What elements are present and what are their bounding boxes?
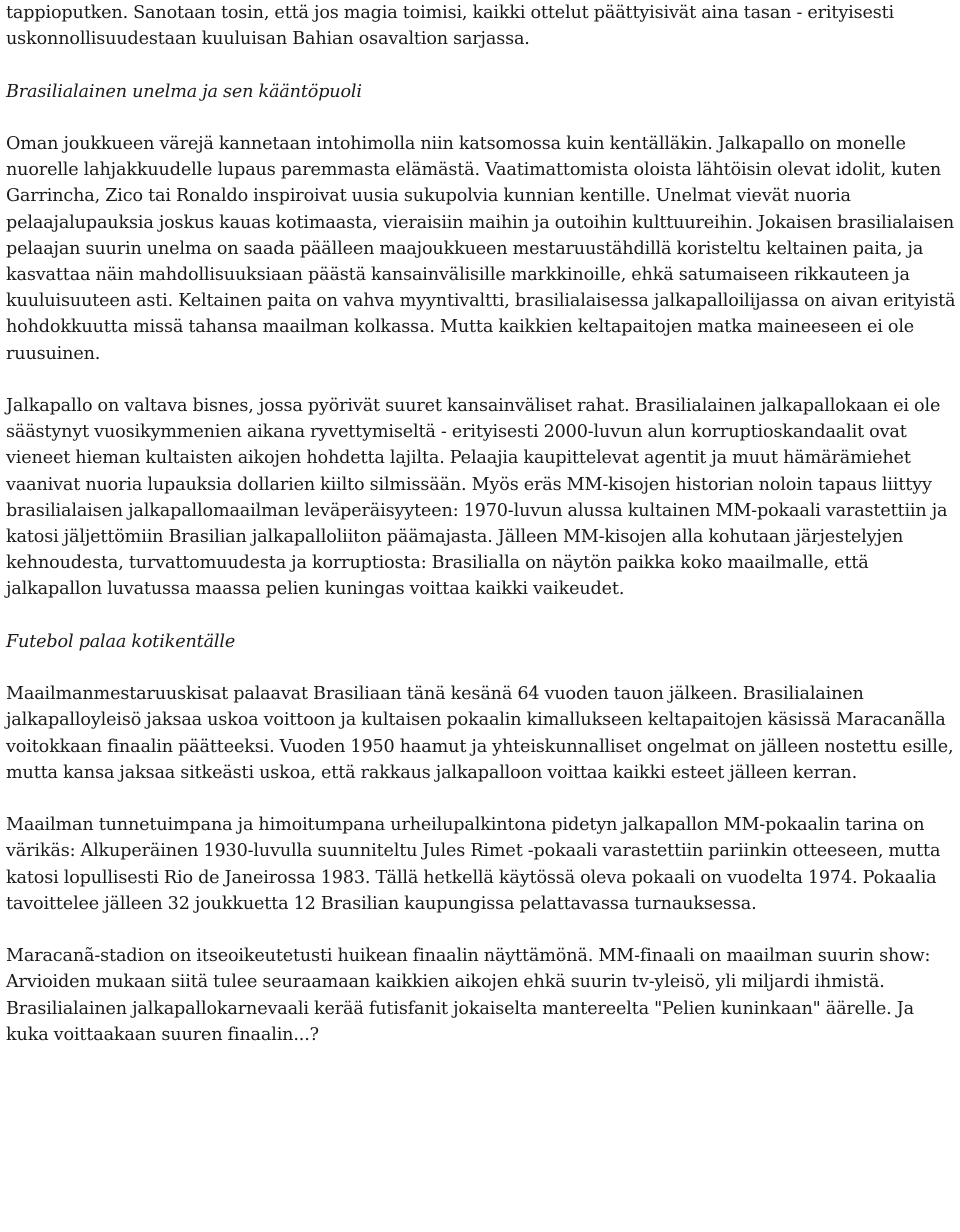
section-heading-dream: Brasilialainen unelma ja sen kääntöpuoli (6, 81, 362, 102)
paragraph-trophy: Maailman tunnetuimpana ja himoitumpana urheilupalkintona pidetyn jalkapallon MM-pokaalin tarina on värikäs: Alkuperäinen 1930-luvulla suunniteltu Jules Rimet -pokaali varastettiin pariinkin otteeseen, mutta katosi lopullisesti Rio de Janeirossa 1983. Tällä hetkellä käytössä oleva pokaali on vuodelta 1974. Pokaalia tavoittelee jälleen 32 joukkuetta 12 Brasilian kaupungissa pelattavassa turnauksessa. (6, 815, 941, 914)
paragraph-colors: Oman joukkueen värejä kannetaan intohimolla niin katsomossa kuin kentälläkin. Jalkapallo on monelle nuorelle lahjakkuudelle lupaus paremmasta elämästä. Vaatimattomista oloista lähtöisin olevat idolit, kuten Garrincha, Zico tai Ronaldo inspiroivat uusia sukupolvia kunnian kentille. Unelmat vievät nuoria pelaajalupauksia joskus kauas kotimaasta, vieraisiin maihin ja outoihin kulttuureihin. Jokaisen brasilialaisen pelaajan suurin unelma on saada päälleen maajoukkueen mestaruustähdillä koristeltu keltainen paita, ja kasvattaa näin mahdollisuuksiaan päästä kansainvälisille markkinoille, ehkä satumaiseen rikkauteen ja kuuluisuuteen asti. Keltainen paita on vahva myyntivaltti, brasilialaisessa jalkapalloilijassa on aivan erityistä hohdokkuutta missä tahansa maailman kolkassa. Mutta kaikkien keltapaitojen matka maineeseen ei ole ruusuinen. (6, 133, 956, 364)
paragraph-gap (6, 655, 956, 681)
paragraph-continued: tappioputken. Sanotaan tosin, että jos magia toimisi, kaikki ottelut päättyisivät aina tasan - erityisesti uskonnollisuudestaan kuuluisan Bahian osavaltion sarjassa. (6, 3, 895, 50)
paragraph-worldcup: Maailmanmestaruuskisat palaavat Brasiliaan tänä kesänä 64 vuoden tauon jälkeen. Brasilialainen jalkapalloyleisö jaksaa uskoa voittoon ja kultaisen pokaalin kimallukseen keltapaitojen käsissä Maracanãlla voitokkaan finaalin päätteeksi. Vuoden 1950 haamut ja yhteiskunnalliset ongelmat on jälleen nostettu esille, mutta kansa jaksaa sitkeästi uskoa, että rakkaus jalkapalloon voittaa kaikki esteet jälleen kerran. (6, 684, 954, 783)
paragraph-maracana: Maracanã-stadion on itseoikeutetusti huikean finaalin näyttämönä. MM-finaali on maailman suurin show: Arvioiden mukaan siitä tulee seuraamaan kaikkien aikojen ehkä suurin tv-yleisö, yli miljardi ihmistä. Brasilialainen jalkapallokarnevaali kerää futisfanit jokaiselta mantereelta "Pelien kuninkaan" äärelle. Ja kuka voittaakaan suuren finaalin...? (6, 946, 931, 1045)
section-heading-futebol: Futebol palaa kotikentälle (6, 631, 236, 652)
paragraph-gap (6, 603, 956, 629)
paragraph-gap (6, 786, 956, 812)
paragraph-gap (6, 917, 956, 943)
paragraph-gap (6, 52, 956, 78)
document-page (6, 0, 956, 1048)
paragraph-gap (6, 367, 956, 393)
paragraph-business: Jalkapallo on valtava bisnes, jossa pyörivät suuret kansainväliset rahat. Brasilialainen jalkapallokaan ei ole säästynyt vuosikymmenien aikana ryvettymiseltä - erityisesti 2000-luvun alun korruptioskandaalit ovat vieneet hieman kultaisten aikojen hohdetta lajilta. Pelaajia kaupittelevat agentit ja muut hämärämiehet vaanivat nuoria lupauksia dollarien kiilto silmissään. Myös eräs MM-kisojen historian noloin tapaus liittyy brasilialaisen jalkapallomaailman leväperäisyyteen: 1970-luvun alussa kultainen MM-pokaali varastettiin ja katosi jäljettömiin Brasilian jalkapalloliiton päämajasta. Jälleen MM-kisojen alla kohutaan järjestelyjen kehnoudesta, turvattomuudesta ja korruptiosta: Brasilialla on näytön paikka koko maailmalle, että jalkapallon luvatussa maassa pelien kuningas voittaa kaikki vaikeudet. (6, 396, 948, 600)
paragraph-gap (6, 105, 956, 131)
